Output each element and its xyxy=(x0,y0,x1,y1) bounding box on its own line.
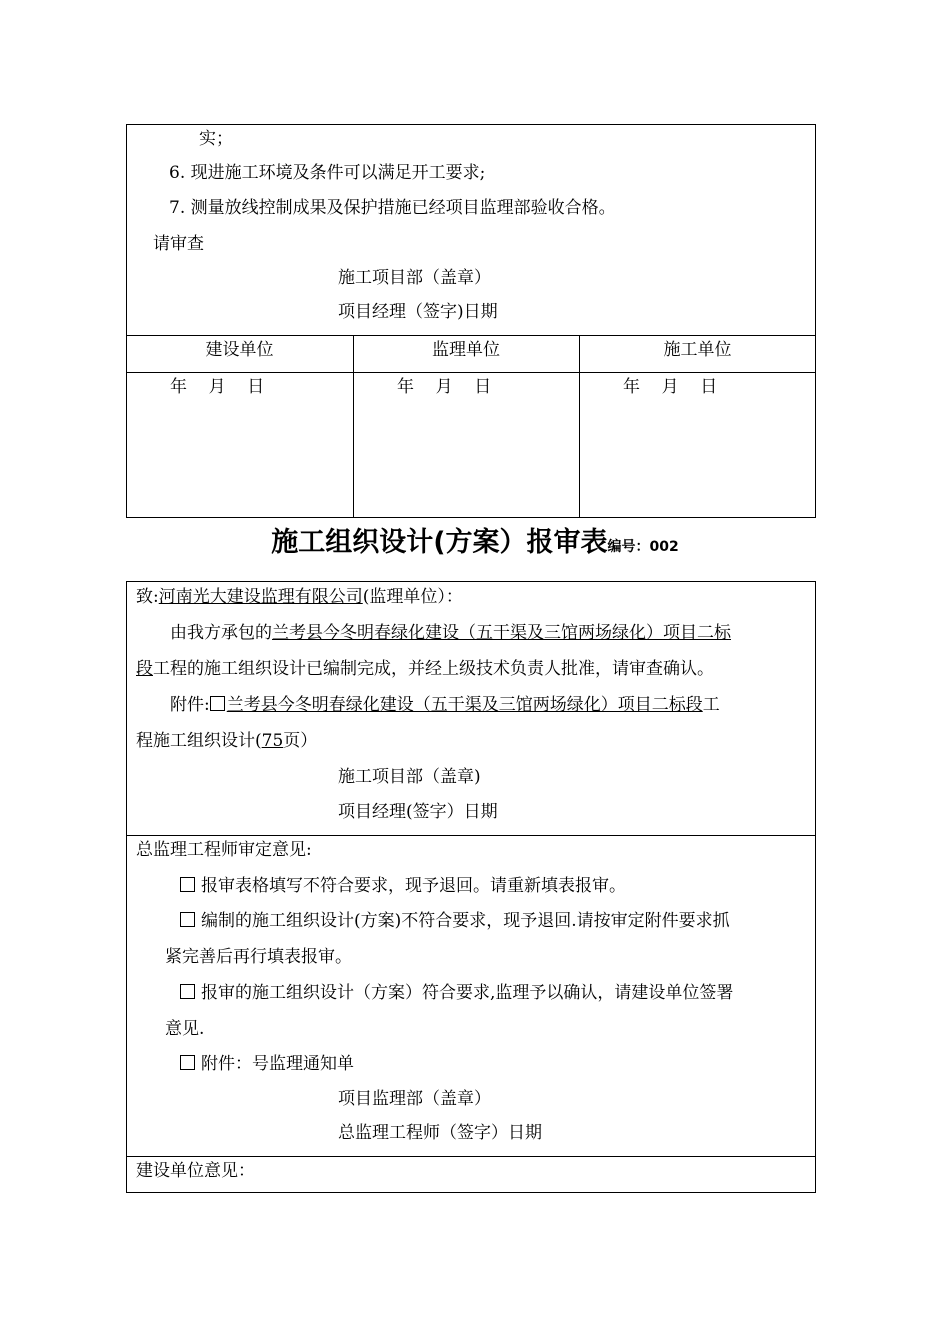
review-option-4 xyxy=(180,1052,354,1076)
top-divider-1 xyxy=(126,335,816,336)
review-option-1 xyxy=(180,874,626,898)
attachment-checkbox[interactable] xyxy=(210,696,225,711)
project-line-2 xyxy=(136,657,714,681)
to-suffix: (监理单位）： xyxy=(362,587,463,607)
review-option-4-checkbox[interactable] xyxy=(180,1055,195,1070)
top-col-divider-2 xyxy=(579,335,580,518)
attachment-prefix: 附件: xyxy=(170,695,210,715)
review-option-3 xyxy=(180,981,733,1005)
unit-supervisor: 监理单位 xyxy=(432,340,500,360)
review-option-3-checkbox[interactable] xyxy=(180,984,195,999)
attachment-line-2 xyxy=(136,729,317,753)
top-divider-2 xyxy=(126,372,816,373)
form-title xyxy=(0,523,950,567)
p1-intro: 由我方承包的 xyxy=(170,623,272,643)
project-line-1 xyxy=(170,621,731,645)
review-option-3-text: 报审的施工组织设计（方案）符合要求,监理予以确认，请建设单位签署 xyxy=(201,983,734,1003)
top-col-divider-1 xyxy=(353,335,354,518)
review-heading: 总监理工程师审定意见: xyxy=(136,840,312,860)
attachment-l2-a: 程施工组织设计( xyxy=(136,731,262,751)
form-divider-1 xyxy=(126,835,816,836)
review-option-2-text: 编制的施工组织设计(方案)不符合要求，现予退回.请按审定附件要求抓 xyxy=(201,911,730,931)
top-line-4: 请审查 xyxy=(153,234,204,254)
attachment-l2-b: 页） xyxy=(283,731,318,751)
top-sign: 项目经理（签字)日期 xyxy=(338,302,498,322)
review-option-1-text: 报审表格填写不符合要求，现予退回。请重新填表报审。 xyxy=(201,876,626,896)
to-line xyxy=(136,585,463,609)
review-sign: 总监理工程师（签字）日期 xyxy=(338,1123,542,1143)
attachment-tail: 工 xyxy=(702,695,720,715)
project-name: 兰考县今冬明春绿化建设（五干渠及三馆两场绿化）项目二标 xyxy=(272,623,731,643)
form-number: 编号：002 xyxy=(607,539,679,555)
date-owner: 年 月 日 xyxy=(170,377,265,397)
date-contractor: 年 月 日 xyxy=(623,377,718,397)
review-option-4-text: 附件：号监理通知单 xyxy=(201,1054,354,1074)
unit-owner: 建设单位 xyxy=(205,340,274,360)
project-name-end: 段 xyxy=(136,659,153,679)
attachment-project: 兰考县今冬明春绿化建设（五干渠及三馆两场绿化）项目二标段 xyxy=(226,695,703,715)
p1-body: 工程的施工组织设计已编制完成，并经上级技术负责人批准，请审查确认。 xyxy=(153,659,714,679)
to-prefix: 致: xyxy=(136,587,159,607)
top-line-3: 7. 测量放线控制成果及保护措施已经项目监理部验收合格。 xyxy=(169,198,616,218)
form-divider-2 xyxy=(126,1156,816,1157)
date-supervisor: 年 月 日 xyxy=(397,377,492,397)
owner-heading: 建设单位意见： xyxy=(136,1161,255,1181)
to-unit: 河南光大建设监理有限公司 xyxy=(158,587,363,607)
review-option-2-cont: 紧完善后再行填表报审。 xyxy=(165,947,352,967)
review-option-1-checkbox[interactable] xyxy=(180,877,195,892)
review-seal: 项目监理部（盖章） xyxy=(338,1089,491,1109)
top-line-1: 实； xyxy=(199,129,233,149)
top-seal: 施工项目部（盖章） xyxy=(338,268,491,288)
review-option-2 xyxy=(180,909,730,933)
attachment-pages: 75 xyxy=(261,731,284,751)
top-line-2: 6. 现进施工环境及条件可以满足开工要求; xyxy=(169,163,486,183)
attachment-line-1 xyxy=(170,693,720,717)
review-option-3-cont: 意见. xyxy=(165,1019,205,1039)
unit-contractor: 施工单位 xyxy=(663,340,732,360)
form-seal: 施工项目部（盖章) xyxy=(338,767,481,787)
form-title-main: 施工组织设计(方案）报审表 xyxy=(271,527,608,558)
form-sign: 项目经理(签字）日期 xyxy=(338,802,498,822)
review-option-2-checkbox[interactable] xyxy=(180,912,195,927)
